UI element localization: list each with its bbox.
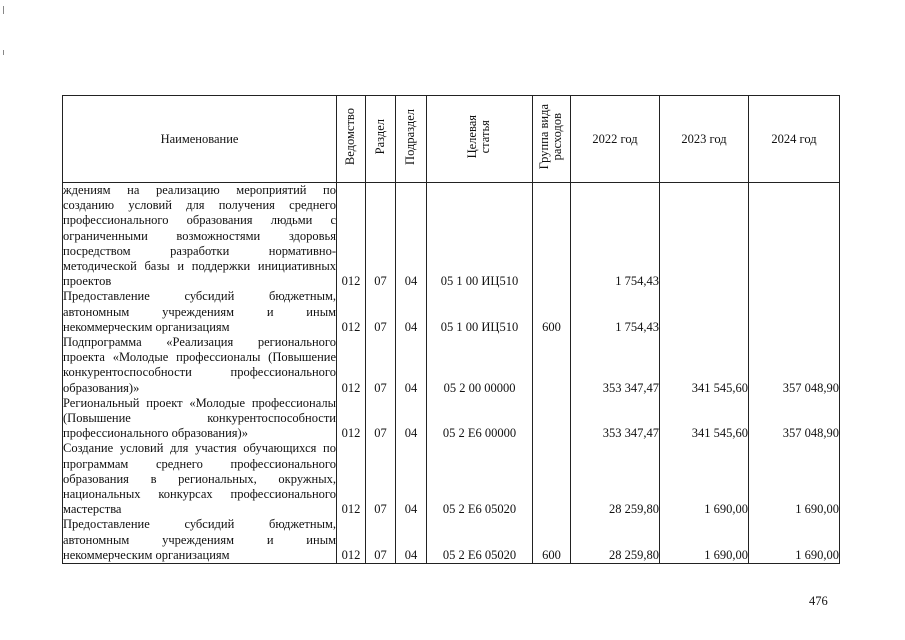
row-name: ждениям на реализацию мероприятий по созданию условий для получения среднего профессионального образования людьми с ограниченными возможностями здоровья посредством разработки нормативно-методической базы и поддержки инициативных проектов (63, 183, 336, 289)
row-group: 600 (533, 517, 571, 563)
row-group: 600 (533, 289, 571, 335)
row-name: Предоставление субсидий бюджетным, автономным учреждениям и иным некоммерческим организациям (63, 517, 336, 562)
row-section: 07 (366, 441, 396, 517)
row-group (533, 441, 571, 517)
row-subsection: 04 (396, 183, 427, 290)
row-section: 07 (366, 335, 396, 396)
row-2022: 1 754,43 (571, 289, 660, 335)
header-section: Раздел (366, 96, 396, 183)
table-row (63, 396, 840, 442)
header-subsection: Подраздел (396, 96, 427, 183)
page-number: 476 (809, 594, 828, 608)
row-group (533, 335, 571, 396)
row-2023: 341 545,60 (660, 335, 749, 396)
row-2024 (749, 289, 840, 335)
row-2022: 28 259,80 (571, 517, 660, 563)
row-name: Подпрограмма «Реализация регионального проекта «Молодые профессионалы (Повышение конкурентоспособности профессионального образования)» (63, 335, 336, 395)
row-2024 (749, 183, 840, 290)
row-2022: 353 347,47 (571, 396, 660, 442)
row-2022: 353 347,47 (571, 335, 660, 396)
header-expense-group: Группа вида расходов (533, 96, 571, 183)
row-section: 07 (366, 183, 396, 290)
header-ministry: Ведомство (337, 96, 366, 183)
header-year-2022: 2022 год (571, 96, 660, 183)
row-2024: 1 690,00 (749, 441, 840, 517)
row-2024: 357 048,90 (749, 335, 840, 396)
scan-margin-mark (3, 6, 4, 14)
row-name: Региональный проект «Молодые профессионалы (Повышение конкурентоспособности профессионального образования)» (63, 395, 336, 441)
row-target: 05 2 E6 05020 (427, 441, 533, 517)
row-2023: 341 545,60 (660, 396, 749, 442)
row-section: 07 (366, 517, 396, 563)
header-year-2023: 2023 год (660, 96, 749, 183)
row-ministry: 012 (337, 396, 366, 442)
table-header-row (63, 96, 840, 183)
table-row (63, 183, 840, 290)
row-2022: 28 259,80 (571, 441, 660, 517)
row-2023 (660, 289, 749, 335)
row-group (533, 183, 571, 290)
row-2023: 1 690,00 (660, 441, 749, 517)
row-subsection: 04 (396, 396, 427, 442)
row-2023 (660, 183, 749, 290)
row-target: 05 2 E6 00000 (427, 396, 533, 442)
header-year-2024: 2024 год (749, 96, 840, 183)
row-target: 05 2 00 00000 (427, 335, 533, 396)
row-2022: 1 754,43 (571, 183, 660, 290)
header-target-article: Целевая статья (427, 96, 533, 183)
row-ministry: 012 (337, 335, 366, 396)
row-subsection: 04 (396, 335, 427, 396)
budget-table (62, 95, 840, 564)
row-subsection: 04 (396, 441, 427, 517)
row-target: 05 1 00 ИЦ510 (427, 289, 533, 335)
table-row (63, 335, 840, 396)
row-target: 05 1 00 ИЦ510 (427, 183, 533, 290)
row-section: 07 (366, 396, 396, 442)
row-ministry: 012 (337, 441, 366, 517)
row-2023: 1 690,00 (660, 517, 749, 563)
scan-margin-mark (3, 50, 4, 55)
table-row (63, 289, 840, 335)
row-2024: 1 690,00 (749, 517, 840, 563)
table-row (63, 441, 840, 517)
table-bottom-edge (63, 564, 840, 565)
row-target: 05 2 E6 05020 (427, 517, 533, 563)
header-name: Наименование (63, 96, 337, 183)
row-name: Предоставление субсидий бюджетным, автономным учреждениям и иным некоммерческим организациям (63, 289, 336, 334)
row-group (533, 396, 571, 442)
row-section: 07 (366, 289, 396, 335)
row-ministry: 012 (337, 183, 366, 290)
row-name: Создание условий для участия обучающихся по программам среднего профессионального образования в региональных, окружных, национальных конкурсах профессионального мастерства (63, 441, 336, 517)
row-subsection: 04 (396, 517, 427, 563)
row-subsection: 04 (396, 289, 427, 335)
table-row (63, 517, 840, 563)
row-ministry: 012 (337, 289, 366, 335)
row-ministry: 012 (337, 517, 366, 563)
row-2024: 357 048,90 (749, 396, 840, 442)
